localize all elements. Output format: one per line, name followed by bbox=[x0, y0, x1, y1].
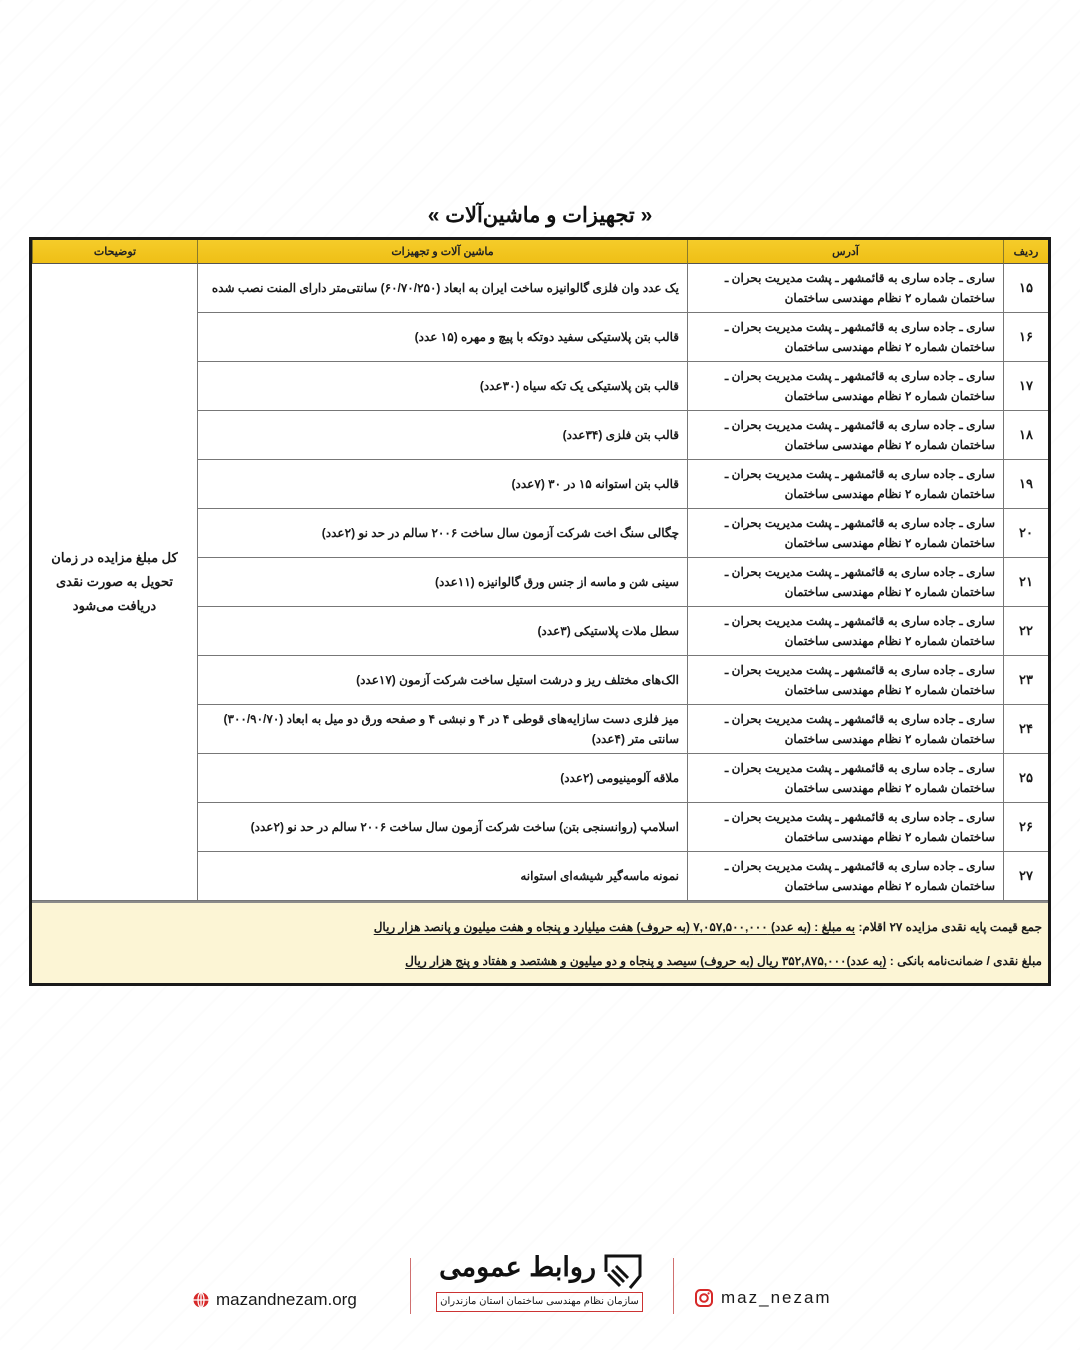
logo-title: روابط عمومی bbox=[439, 1252, 596, 1282]
row-number: ۲۳ bbox=[1003, 656, 1048, 705]
row-equipment: اسلامپ (روانسنجی بتن) ساخت شرکت آزمون سال ساخت ۲۰۰۶ سالم در حد نو (۲عدد) bbox=[197, 803, 687, 852]
header-row-number: ردیف bbox=[1003, 240, 1048, 264]
row-address: ساری ـ جاده ساری به قائمشهر ـ پشت مدیریت بحران ـ ساختمان شماره ۲ نظام مهندسی ساختمان bbox=[687, 411, 1003, 460]
summary-deposit-line bbox=[38, 951, 1042, 971]
row-equipment: قالب بتن پلاستیکی سفید دوتکه با پیچ و مهره (۱۵ عدد) bbox=[197, 313, 687, 362]
footer bbox=[0, 1250, 1080, 1320]
row-equipment: قالب بتن استوانه ۱۵ در ۳۰ (۷عدد) bbox=[197, 460, 687, 509]
page-title: « تجهیزات و ماشین‌آلات » bbox=[427, 204, 653, 227]
row-address: ساری ـ جاده ساری به قائمشهر ـ پشت مدیریت بحران ـ ساختمان شماره ۲ نظام مهندسی ساختمان bbox=[687, 362, 1003, 411]
logo-subtitle: سازمان نظام مهندسی ساختمان استان مازندران bbox=[436, 1292, 643, 1312]
row-address: ساری ـ جاده ساری به قائمشهر ـ پشت مدیریت بحران ـ ساختمان شماره ۲ نظام مهندسی ساختمان bbox=[687, 264, 1003, 313]
row-equipment: سینی شن و ماسه از جنس ورق گالوانیزه (۱۱عدد) bbox=[197, 558, 687, 607]
summary-box bbox=[32, 901, 1048, 983]
website-link[interactable] bbox=[193, 1290, 357, 1310]
row-number: ۱۸ bbox=[1003, 411, 1048, 460]
row-address: ساری ـ جاده ساری به قائمشهر ـ پشت مدیریت بحران ـ ساختمان شماره ۲ نظام مهندسی ساختمان bbox=[687, 754, 1003, 803]
row-address: ساری ـ جاده ساری به قائمشهر ـ پشت مدیریت بحران ـ ساختمان شماره ۲ نظام مهندسی ساختمان bbox=[687, 460, 1003, 509]
row-number: ۲۲ bbox=[1003, 607, 1048, 656]
row-number: ۱۹ bbox=[1003, 460, 1048, 509]
header-notes: توضیحات bbox=[32, 240, 197, 264]
row-number: ۲۱ bbox=[1003, 558, 1048, 607]
row-address: ساری ـ جاده ساری به قائمشهر ـ پشت مدیریت بحران ـ ساختمان شماره ۲ نظام مهندسی ساختمان bbox=[687, 656, 1003, 705]
row-number: ۲۴ bbox=[1003, 705, 1048, 754]
row-equipment: قالب بتن فلزی (۳۴عدد) bbox=[197, 411, 687, 460]
instagram-text: maz_nezam bbox=[721, 1288, 832, 1307]
header-equipment: ماشین آلات و تجهیزات bbox=[197, 240, 687, 264]
row-address: ساری ـ جاده ساری به قائمشهر ـ پشت مدیریت بحران ـ ساختمان شماره ۲ نظام مهندسی ساختمان bbox=[687, 558, 1003, 607]
summary-total-value: به مبلغ : (به عدد) ۷,۰۵۷,۵۰۰,۰۰۰ (به حروف) هفت میلیارد و پنجاه و هفت میلیون و پانصد هزار ریال bbox=[373, 920, 856, 934]
instagram-link[interactable] bbox=[695, 1288, 832, 1308]
equipment-table bbox=[29, 237, 1051, 986]
summary-deposit-label: مبلغ نقدی / ضمانت‌نامه بانکی : bbox=[889, 954, 1042, 968]
building-logo-icon bbox=[600, 1252, 644, 1292]
table-grid bbox=[32, 240, 1048, 901]
row-address: ساری ـ جاده ساری به قائمشهر ـ پشت مدیریت بحران ـ ساختمان شماره ۲ نظام مهندسی ساختمان bbox=[687, 852, 1003, 901]
row-address: ساری ـ جاده ساری به قائمشهر ـ پشت مدیریت بحران ـ ساختمان شماره ۲ نظام مهندسی ساختمان bbox=[687, 607, 1003, 656]
instagram-icon bbox=[695, 1289, 713, 1307]
row-address: ساری ـ جاده ساری به قائمشهر ـ پشت مدیریت بحران ـ ساختمان شماره ۲ نظام مهندسی ساختمان bbox=[687, 803, 1003, 852]
summary-deposit-value: (به عدد)۳۵۲,۸۷۵,۰۰۰ ریال (به حروف) سیصد و پنجاه و دو میلیون و هشتصد و هفتاد و پنج هزار ریال bbox=[405, 954, 887, 968]
footer-divider-left bbox=[410, 1258, 411, 1314]
row-equipment: نمونه ماسه‌گیر شیشه‌ای استوانه bbox=[197, 852, 687, 901]
row-number: ۲۷ bbox=[1003, 852, 1048, 901]
row-address: ساری ـ جاده ساری به قائمشهر ـ پشت مدیریت بحران ـ ساختمان شماره ۲ نظام مهندسی ساختمان bbox=[687, 313, 1003, 362]
row-number: ۱۵ bbox=[1003, 264, 1048, 313]
row-equipment: سطل ملات پلاستیکی (۳عدد) bbox=[197, 607, 687, 656]
row-equipment: ملاقه آلومینیومی (۲عدد) bbox=[197, 754, 687, 803]
header-address: آدرس bbox=[687, 240, 1003, 264]
row-number: ۲۰ bbox=[1003, 509, 1048, 558]
row-number: ۲۶ bbox=[1003, 803, 1048, 852]
row-number: ۱۶ bbox=[1003, 313, 1048, 362]
row-address: ساری ـ جاده ساری به قائمشهر ـ پشت مدیریت بحران ـ ساختمان شماره ۲ نظام مهندسی ساختمان bbox=[687, 509, 1003, 558]
row-equipment: الک‌های مختلف ریز و درشت استیل ساخت شرکت آزمون (۱۷عدد) bbox=[197, 656, 687, 705]
website-text: mazandnezam.org bbox=[216, 1290, 357, 1309]
row-equipment: یک عدد وان فلزی گالوانیزه ساخت ایران به ابعاد (۶۰/۷۰/۲۵۰) سانتی‌متر دارای المنت نصب شده bbox=[197, 264, 687, 313]
row-equipment: قالب بتن پلاستیکی یک تکه سیاه (۳۰عدد) bbox=[197, 362, 687, 411]
row-number: ۲۵ bbox=[1003, 754, 1048, 803]
summary-total-line bbox=[38, 917, 1042, 937]
globe-icon bbox=[193, 1292, 209, 1308]
row-equipment: چگالی سنگ اخت شرکت آزمون سال ساخت ۲۰۰۶ سالم در حد نو (۲عدد) bbox=[197, 509, 687, 558]
summary-total-label: جمع قیمت پایه نقدی مزایده ۲۷ اقلام: bbox=[858, 920, 1042, 934]
notes-cell: کل مبلغ مزایده در زمان تحویل به صورت نقدی دریافت می‌شود bbox=[32, 264, 197, 901]
footer-divider-right bbox=[673, 1258, 674, 1314]
row-number: ۱۷ bbox=[1003, 362, 1048, 411]
row-equipment: میز فلزی دست سازایه‌های قوطی ۴ در ۴ و نبشی ۴ و صفحه ورق دو میل به ابعاد (۳۰۰/۹۰/۷۰) سانتی متر (۴عدد) bbox=[197, 705, 687, 754]
row-address: ساری ـ جاده ساری به قائمشهر ـ پشت مدیریت بحران ـ ساختمان شماره ۲ نظام مهندسی ساختمان bbox=[687, 705, 1003, 754]
